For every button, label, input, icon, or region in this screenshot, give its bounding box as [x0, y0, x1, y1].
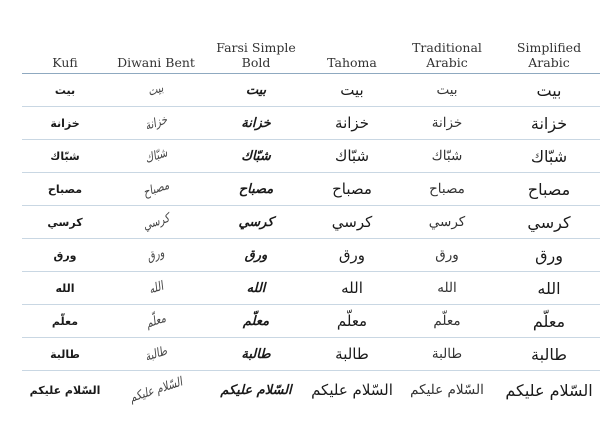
- cell-farsi-simple-bold: [204, 140, 308, 173]
- table-row: [22, 74, 600, 107]
- table-row: [22, 338, 600, 371]
- table-row: [22, 239, 600, 272]
- cell-farsi-simple-bold: [204, 338, 308, 371]
- word-text: الله: [246, 280, 266, 296]
- column-header-simplified-arabic: Simplified Arabic: [498, 36, 600, 74]
- word-text: مصباح: [238, 181, 274, 197]
- word-text: بيت: [436, 82, 458, 98]
- cell-traditional-arabic: [396, 140, 498, 173]
- cell-diwani-bent: [108, 371, 204, 410]
- word-text: مصباح: [527, 179, 571, 199]
- cell-kufi: [22, 107, 108, 140]
- cell-simplified-arabic: [498, 74, 600, 107]
- word-text: ورق: [435, 247, 459, 263]
- cell-traditional-arabic: [396, 305, 498, 338]
- table-body: [22, 74, 600, 410]
- word-text: طالبة: [143, 343, 169, 365]
- word-text: كرسي: [331, 213, 373, 231]
- cell-tahoma: [308, 338, 396, 371]
- word-text: معلّم: [144, 311, 168, 331]
- column-header-diwani-bent: Diwani Bent: [108, 36, 204, 74]
- cell-farsi-simple-bold: [204, 173, 308, 206]
- table-row: [22, 272, 600, 305]
- word-text: طالبة: [50, 347, 80, 361]
- cell-traditional-arabic: [396, 338, 498, 371]
- word-text: كرسي: [141, 211, 171, 233]
- word-text: شبّاك: [530, 146, 568, 166]
- word-text: ورق: [535, 245, 563, 265]
- word-text: مصباح: [332, 180, 372, 198]
- cell-simplified-arabic: [498, 140, 600, 173]
- cell-tahoma: [308, 140, 396, 173]
- word-text: بيت: [146, 81, 166, 99]
- cell-kufi: [22, 371, 108, 410]
- column-header-traditional-arabic: Traditional Arabic: [396, 36, 498, 74]
- word-text: مصباح: [429, 181, 465, 197]
- word-text: الله: [146, 279, 166, 297]
- cell-diwani-bent: [108, 272, 204, 305]
- word-text: بيت: [536, 80, 562, 100]
- cell-farsi-simple-bold: [204, 371, 308, 410]
- word-text: خزانة: [143, 112, 169, 134]
- cell-simplified-arabic: [498, 338, 600, 371]
- table-row: [22, 140, 600, 173]
- word-text: شبّاك: [143, 145, 169, 167]
- cell-farsi-simple-bold: [204, 239, 308, 272]
- word-text: شبّاك: [50, 149, 80, 163]
- cell-diwani-bent: [108, 206, 204, 239]
- word-text: الله: [537, 278, 561, 298]
- cell-traditional-arabic: [396, 107, 498, 140]
- word-text: الله: [55, 281, 75, 295]
- cell-simplified-arabic: [498, 206, 600, 239]
- table-row: [22, 173, 600, 206]
- cell-diwani-bent: [108, 305, 204, 338]
- cell-kufi: [22, 239, 108, 272]
- word-text: ورق: [53, 248, 77, 262]
- cell-traditional-arabic: [396, 173, 498, 206]
- word-text: كرسي: [238, 214, 274, 230]
- cell-tahoma: [308, 74, 396, 107]
- word-text: شبّاك: [431, 148, 463, 164]
- cell-traditional-arabic: [396, 206, 498, 239]
- cell-diwani-bent: [108, 338, 204, 371]
- cell-simplified-arabic: [498, 272, 600, 305]
- word-text: معلّم: [242, 313, 270, 329]
- word-text: ورق: [338, 246, 366, 264]
- cell-simplified-arabic: [498, 107, 600, 140]
- cell-simplified-arabic: [498, 173, 600, 206]
- word-text: مصباح: [141, 178, 171, 200]
- word-text: بيت: [54, 83, 76, 97]
- cell-kufi: [22, 74, 108, 107]
- word-text: كرسي: [527, 212, 571, 232]
- word-text: طالبة: [335, 345, 369, 363]
- font-comparison-table: [22, 36, 600, 409]
- word-text: السّلام عليكم: [311, 381, 393, 399]
- word-text: الله: [341, 279, 363, 297]
- word-text: شبّاك: [334, 147, 370, 165]
- word-text: معلّم: [51, 314, 79, 328]
- cell-kufi: [22, 305, 108, 338]
- word-text: طالبة: [431, 346, 463, 362]
- cell-simplified-arabic: [498, 371, 600, 410]
- word-text: خزانة: [431, 115, 463, 131]
- header-row: [22, 36, 600, 74]
- cell-traditional-arabic: [396, 239, 498, 272]
- column-header-kufi: Kufi: [22, 36, 108, 74]
- word-text: شبّاك: [241, 148, 271, 164]
- cell-farsi-simple-bold: [204, 206, 308, 239]
- word-text: خزانة: [241, 115, 271, 131]
- word-text: خزانة: [50, 116, 80, 130]
- cell-traditional-arabic: [396, 74, 498, 107]
- cell-diwani-bent: [108, 74, 204, 107]
- cell-tahoma: [308, 239, 396, 272]
- cell-tahoma: [308, 107, 396, 140]
- word-text: السّلام عليكم: [127, 375, 185, 405]
- cell-diwani-bent: [108, 140, 204, 173]
- word-text: الله: [437, 280, 457, 296]
- cell-kufi: [22, 272, 108, 305]
- cell-tahoma: [308, 305, 396, 338]
- cell-kufi: [22, 140, 108, 173]
- cell-traditional-arabic: [396, 371, 498, 410]
- cell-farsi-simple-bold: [204, 74, 308, 107]
- word-text: السّلام عليكم: [29, 383, 101, 397]
- word-text: خزانة: [335, 114, 369, 132]
- column-header-tahoma: Tahoma: [308, 36, 396, 74]
- word-text: كرسي: [428, 214, 466, 230]
- cell-diwani-bent: [108, 107, 204, 140]
- cell-farsi-simple-bold: [204, 107, 308, 140]
- word-text: بيت: [340, 81, 364, 99]
- word-text: معلّم: [433, 313, 461, 329]
- cell-farsi-simple-bold: [204, 305, 308, 338]
- word-text: السّلام عليكم: [505, 380, 593, 400]
- column-header-farsi-simple-bold: Farsi Simple Bold: [204, 36, 308, 74]
- table-row: [22, 107, 600, 140]
- cell-kufi: [22, 173, 108, 206]
- word-text: بيت: [245, 82, 267, 98]
- word-text: معلّم: [336, 312, 368, 330]
- word-text: معلّم: [532, 311, 566, 331]
- word-text: ورق: [244, 247, 268, 263]
- cell-tahoma: [308, 206, 396, 239]
- cell-diwani-bent: [108, 173, 204, 206]
- word-text: السّلام عليكم: [220, 382, 292, 398]
- cell-simplified-arabic: [498, 305, 600, 338]
- word-text: ورق: [145, 245, 167, 265]
- table-row: [22, 371, 600, 410]
- word-text: خزانة: [530, 113, 568, 133]
- cell-kufi: [22, 338, 108, 371]
- table-row: [22, 206, 600, 239]
- cell-traditional-arabic: [396, 272, 498, 305]
- word-text: طالبة: [241, 346, 271, 362]
- cell-tahoma: [308, 173, 396, 206]
- cell-kufi: [22, 206, 108, 239]
- word-text: طالبة: [531, 344, 567, 364]
- word-text: مصباح: [47, 182, 83, 196]
- cell-simplified-arabic: [498, 239, 600, 272]
- word-text: السّلام عليكم: [410, 382, 484, 398]
- table-row: [22, 305, 600, 338]
- cell-diwani-bent: [108, 239, 204, 272]
- word-text: كرسي: [47, 215, 83, 229]
- cell-tahoma: [308, 371, 396, 410]
- cell-farsi-simple-bold: [204, 272, 308, 305]
- cell-tahoma: [308, 272, 396, 305]
